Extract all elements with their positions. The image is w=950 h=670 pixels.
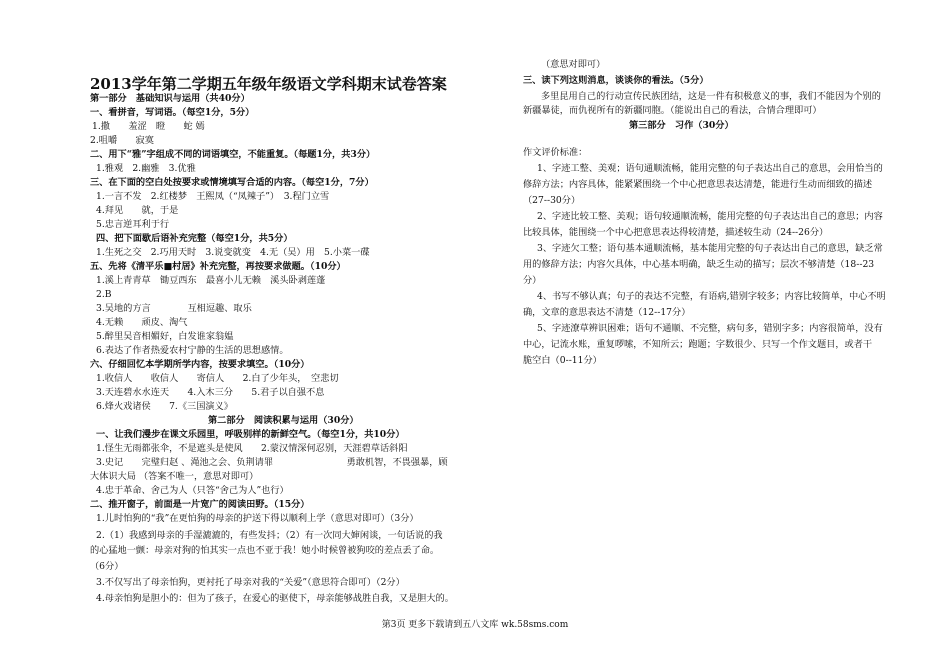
- answer-line: 1.一言不发 2.红楼梦 王熙凤（“凤辣子”） 3.程门立雪: [96, 191, 330, 202]
- answer-line: 1.溪上青青草 锄豆西东 最喜小儿无赖 溪头卧剥莲蓬: [96, 275, 326, 286]
- answer-line: 3.史记 完璧归赵 、渑池之会、负荆请罪 勇敢机智，不畏强暴，顾: [96, 457, 448, 468]
- answer-line: 作文评价标准：: [523, 147, 588, 158]
- answer-line: 新疆暴徒，而仇视所有的新疆同胞。（能说出自己的看法，合情合理即可）: [523, 105, 822, 116]
- answer-line: 5.忠言逆耳利于行: [96, 219, 170, 230]
- answer-line: 4.拜见 就，于是: [96, 205, 179, 216]
- section-heading: 三、在下面的空白处按要求或情境填写合适的内容。（每空1分，7分）: [90, 177, 374, 188]
- section-heading: 一、看拼音，写词语。（每空1分，5分）: [90, 107, 255, 118]
- answer-line: 1.生死之交 2.巧用天时 3.说变就变 4.无（吴）用 5.小菜一碟: [96, 247, 370, 258]
- answer-line: （27--30分）: [523, 195, 581, 206]
- answer-line: 1.雅观 2.幽雅 3.优雅: [96, 163, 196, 174]
- answer-line: 3、字迹欠工整；语句基本通顺流畅，基本能用完整的句子表达出自己的意思，缺乏常: [537, 243, 883, 254]
- answer-line: 多里昆用自己的行动宣传民族团结，这是一件有积极意义的事，我们不能因为个别的: [541, 91, 881, 102]
- section-heading: 第三部分 习作（30分）: [629, 120, 734, 131]
- answer-line: 中心，记流水账，重复啰嗦，不知所云；跑题；字数很少、只写一个作文题目，或者干: [523, 339, 873, 350]
- document-title: 2013学年第二学期五年级年级语文学科期末试卷答案: [90, 75, 447, 93]
- answer-line: 1.收信人 收信人 寄信人 2.白了少年头， 空悲切: [96, 373, 339, 384]
- section-heading: 六、仔细回忆本学期所学内容，按要求填空。（10分）: [90, 359, 310, 370]
- answer-line: 大体识大局 （答案不唯一，意思对即可）: [90, 471, 259, 482]
- answer-line: 3.吴地的方言 互相逗趣、取乐: [96, 303, 252, 314]
- answer-line: 5.醉里吴音相媚好，白发谁家翁媪: [96, 331, 234, 342]
- answer-line: 1.怪生无雨都张伞，不是遮头是使风 2.蒙汉情深何忍别，天涯碧草话斜阳: [96, 443, 408, 454]
- answer-line: 4.忠于革命、舍己为人（只答“舍己为人”也行）: [96, 485, 289, 496]
- answer-line: 1、字迹工整、美观；语句通顺流畅，能用完整的句子表达出自己的意思，会用恰当的: [537, 163, 883, 174]
- page-footer: 第3页 更多下载请到五八文库 wk.58sms.com: [381, 620, 569, 630]
- answer-line: 4.无赖 顽皮、淘气: [96, 317, 188, 328]
- answer-line: 1.撒 羞涩 瞪 蛇 嫣: [92, 121, 205, 132]
- answer-line: （意思对即可）: [541, 59, 606, 70]
- section-heading: 三、读下列这则消息，谈谈你的看法。（5分）: [523, 75, 709, 86]
- answer-line: 6.烽火戏诸侯 7.《三国演义》: [96, 401, 233, 412]
- answer-line: 4、书写不够认真；句子的表达不完整，有语病,错别字较多；内容比较简单，中心不明: [537, 291, 886, 302]
- section-heading: 二、推开窗子，前面是一片宽广的阅读田野。（15分）: [90, 499, 310, 510]
- answer-line: 分）: [523, 275, 542, 286]
- answer-line: 脆空白（0--11分）: [523, 355, 602, 366]
- answer-line: 确，文章的意思表达不清楚（12--17分）: [523, 307, 691, 318]
- answer-line: 2.咀嚼 寂寞: [90, 135, 154, 146]
- answer-line: 3.不仅写出了母亲怕狗，更衬托了母亲对我的“关爱”（意思符合即可）（2分）: [96, 577, 405, 588]
- section-heading: 第一部分 基础知识与运用（共40分）: [90, 93, 250, 104]
- section-heading: 二、用下“雅”字组成不同的词语填空，不能重复。（每题1分，共3分）: [90, 149, 376, 160]
- answer-line: 2.B: [96, 289, 112, 300]
- answer-line: 1.儿时怕狗的“我”在更怕狗的母亲的护送下得以顺利上学（意思对即可）（3分）: [96, 513, 419, 524]
- answer-line: 用的修辞方法；内容欠具体，中心基本明确，缺乏生动的描写；层次不够清楚（18--23: [523, 259, 875, 270]
- section-heading: 四、把下面歇后语补充完整（每空1分，共5分）: [96, 233, 293, 244]
- answer-line: 2.（1）我感到母亲的手湿漉漉的，有些发抖；（2）有一次同大婶闲谈，一句话说的我: [96, 530, 443, 541]
- answer-line: 6.表达了作者热爱农村宁静的生活的思想感情。: [96, 345, 289, 356]
- section-heading: 五、先将《清平乐■村居》补充完整，再按要求做题。（10分）: [90, 261, 346, 272]
- answer-line: 4.母亲怕狗是胆小的：但为了孩子，在爱心的驱使下，母亲能够战胜自我，又是胆大的。: [96, 593, 454, 604]
- answer-line: 比较具体，能围绕一个中心把意思表达得较清楚，描述较生动（24--26分）: [523, 227, 829, 238]
- answer-line: 修辞方法；内容具体，能紧紧围绕一个中心把意思表达清楚，能进行生动而细致的描述: [523, 179, 873, 190]
- answer-line: 2、字迹比较工整、美观；语句较通顺流畅，能用完整的句子表达出自己的意思；内容: [537, 211, 883, 222]
- answer-line: 5、字迹潦草辨识困难；语句不通顺、不完整，病句多，错别字多；内容很简单，没有: [537, 323, 883, 334]
- answer-line: 3.天连碧水水连天 4.入木三分 5.君子以自强不息: [96, 387, 325, 398]
- answer-line: （6分）: [90, 561, 124, 572]
- section-heading: 一、让我们漫步在课文乐园里，呼吸别样的新鲜空气。（每空1分，共10分）: [96, 429, 405, 440]
- answer-line: 的心猛地一颤：母亲对狗的怕其实一点也不亚于我！她小时候曾被狗咬的差点丢了命。: [90, 545, 440, 556]
- section-heading: 第二部分 阅读积累与运用（30分）: [208, 415, 359, 426]
